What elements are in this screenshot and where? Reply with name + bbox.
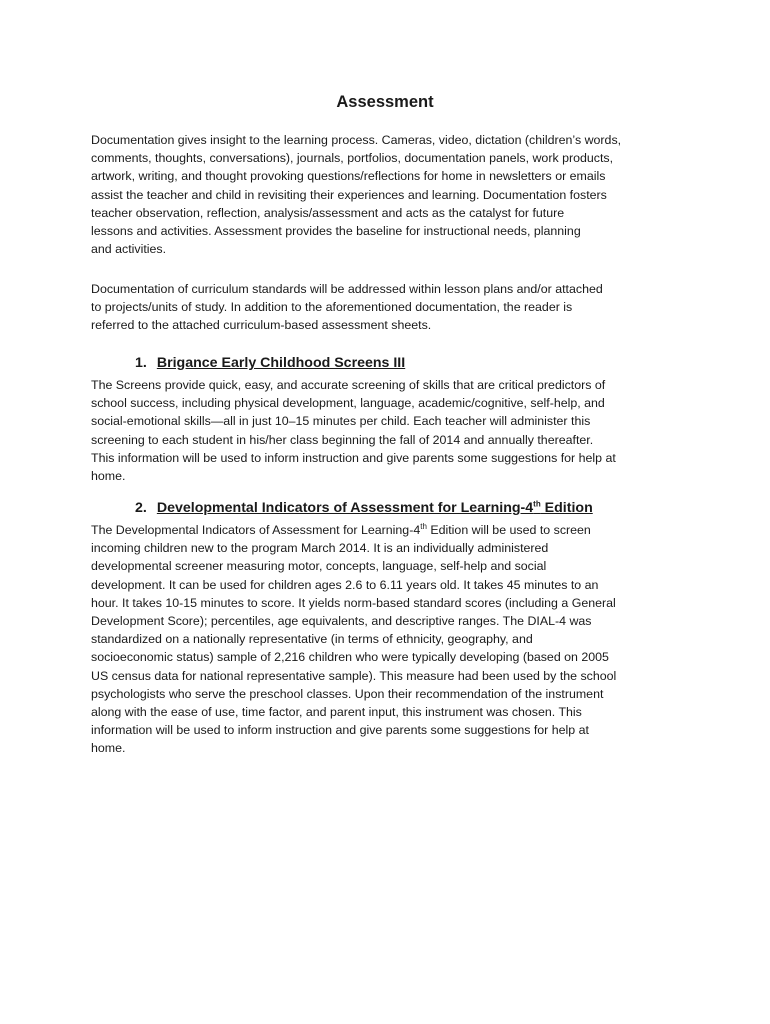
section-1-number: 1. [135, 355, 147, 371]
intro-line: teacher observation, reflection, analysis/assessment and acts as the catalyst for future [91, 205, 565, 220]
intro-paragraph [91, 131, 691, 258]
intro-line: lessons and activities. Assessment provides the baseline for instructional needs, planning [91, 224, 581, 239]
section-2-paragraph [91, 521, 691, 758]
section-1-line: This information will be used to inform instruction and give parents some suggestions for help at [91, 450, 616, 465]
section-2-first-line [91, 521, 691, 539]
section-2-first-line-b: Edition will be used to screen [426, 523, 591, 537]
section-1-title: Brigance Early Childhood Screens III [156, 355, 406, 371]
intro-line: comments, thoughts, conversations), journals, portfolios, documentation panels, work products, [91, 151, 614, 166]
standards-line: referred to the attached curriculum-based assessment sheets. [91, 318, 432, 333]
section-2-title-sup: th [533, 499, 541, 509]
section-2-line: home. [91, 741, 126, 756]
intro-line: assist the teacher and child in revisiting their experiences and learning. Documentation fosters [91, 187, 607, 202]
section-2-first-line-sup: th [420, 521, 427, 531]
section-2-title-main: Developmental Indicators of Assessment for Learning-4 [156, 500, 534, 516]
standards-line: Documentation of curriculum standards will be addressed within lesson plans and/or attached [91, 282, 603, 296]
section-2-heading [135, 500, 593, 516]
section-2-title-tail: Edition [540, 500, 593, 516]
section-2-line: incoming children new to the program March 2014. It is an individually administered [91, 541, 549, 556]
section-1-line: screening to each student in his/her class beginning the fall of 2014 and annually thereafter. [91, 432, 594, 447]
section-2-line: hour. It takes 10-15 minutes to score. It yields norm-based standard scores (including a General [91, 595, 616, 610]
page-title: Assessment [336, 93, 434, 111]
section-2-line: along with the ease of use, time factor, and parent input, this instrument was chosen. This [91, 705, 582, 720]
section-2-line: information will be used to inform instruction and give parents some suggestions for help at [91, 723, 589, 738]
section-2-line: Development Score); percentiles, age equivalents, and descriptive ranges. The DIAL-4 was [91, 614, 592, 629]
section-2-line: developmental screener measuring motor, concepts, language, self-help and social [91, 559, 547, 574]
section-1-heading [135, 355, 405, 371]
section-2-first-line-a: The Developmental Indicators of Assessment for Learning-4 [91, 523, 421, 537]
standards-line: to projects/units of study. In addition to the aforementioned documentation, the reader is [91, 300, 573, 315]
section-2-line: development. It can be used for children ages 2.6 to 6.11 years old. It takes 45 minutes to an [91, 577, 599, 592]
section-2-line: psychologists who serve the preschool classes. Upon their recommendation of the instrument [91, 686, 604, 701]
section-2-line: socioeconomic status) sample of 2,216 children who were typically developing (based on 2005 [91, 650, 609, 665]
intro-line: artwork, writing, and thought provoking questions/reflections for home in newsletters or emails [91, 169, 606, 184]
intro-line: Documentation gives insight to the learning process. Cameras, video, dictation (children’s words, [91, 133, 622, 147]
section-1-line: The Screens provide quick, easy, and accurate screening of skills that are critical predictors of [91, 378, 606, 392]
intro-line: and activities. [91, 242, 167, 257]
section-2-line: US census data for national representative sample). This measure had been used by the school [91, 668, 617, 683]
standards-paragraph [91, 280, 691, 335]
section-2-number: 2. [135, 500, 147, 516]
section-1-paragraph [91, 376, 691, 485]
section-1-line: social-emotional skills—all in just 10–15 minutes per child. Each teacher will administer this [91, 414, 591, 429]
section-1-line: home. [91, 469, 126, 484]
section-2-title [157, 500, 593, 516]
section-2-line: standardized on a nationally representative (in terms of ethnicity, geography, and [91, 632, 533, 647]
section-1-line: school success, including physical development, language, academic/cognitive, self-help, and [91, 396, 605, 411]
